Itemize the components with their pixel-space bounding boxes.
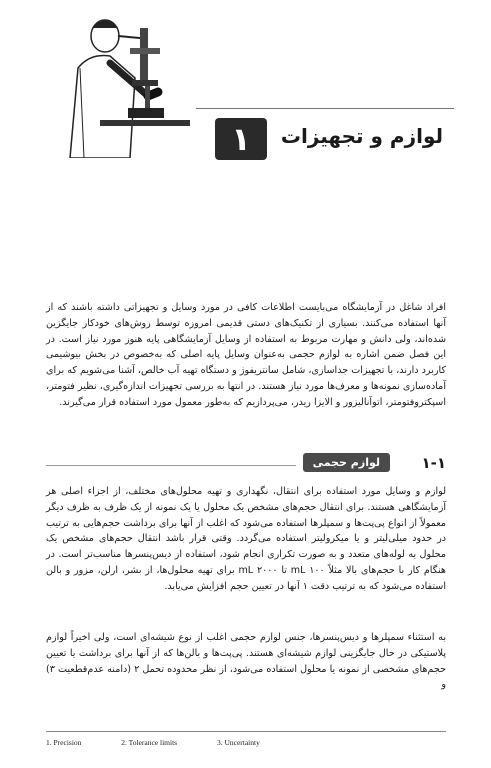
section-number: ۱-۱	[421, 454, 446, 472]
footnotes	[46, 738, 446, 747]
chapter-number: ۱	[215, 118, 267, 160]
section-paragraph-2: به استثناء سمپلرها و دیس‌پنسرها، جنس لوازم حجمی اغلب از نوع شیشه‌ای است، ولی اخیراً لوازم پلاستیکی در حال جایگزینی لوازم شیشه‌ای هستند. پی‌پت‌ها و بالن‌ها که از آنها برای برداشت یا تعیین حجم‌های مشخصی از نمونه یا محلول استفاده می‌شود، از نظر محدوده تحمل ۲ (دامنه عدم‌قطعیت ۳) و	[46, 632, 446, 691]
lab-technician-microscope-illustration	[40, 8, 190, 158]
section-title: لوازم حجمی	[303, 453, 390, 472]
header-rule	[196, 108, 454, 109]
section-paragraph-1: لوازم و وسایل مورد استفاده برای انتقال، نگهداری و تهیه محلول‌های مختلف، از اجزاء اصلی هر آزمایشگاهی هستند. برای انتقال حجم‌های مشخص یک محلول یا یک نمونه از یک ظرف به ظرف دیگر معمولاً از انواع پی‌پت‌ها و سمپلرها استفاده می‌شود که اغلب از آنها برای برداشت حجم‌هایی به ترتیب در حدود میلی‌لیتر و یا میکرولیتر استفاده می‌گردد. وقتی قرار باشد انتقال حجم‌های مشخص یک محلول به لوله‌های متعدد و به صورت تکراری انجام شود، استفاده از دیس‌پنسرها مناسب‌تر است. در هنگام کار با حجم‌های بالا مثلاً ۱۰۰ mL تا ۲۰۰۰ mL برای تهیه محلول‌ها، از بشر، ارلن، مزور و بالن استفاده می‌شود که به ترتیب دقت ۱ آنها در تعیین حجم افزایش می‌یابد.	[46, 486, 446, 592]
footnote-3: 3. Uncertainty	[216, 738, 260, 747]
chapter-title: لوازم و تجهیزات	[280, 124, 443, 148]
footnote-2: 2. Tolerance limits	[121, 738, 178, 747]
section-rule	[46, 465, 296, 466]
section-heading	[46, 452, 446, 476]
footnote-rule	[46, 731, 446, 732]
chapter-header	[0, 0, 491, 205]
intro-paragraph: افراد شاغل در آزمایشگاه می‌بایست اطلاعات کافی در مورد وسایل و تجهیزاتی داشته باشند که از آنها استفاده می‌کنند. بسیاری از تکنیک‌های دستی قدیمی امروزه توسط روش‌های خودکار جایگزین شده‌اند، ولی دانش و مهارت مربوط به استفاده از وسایل آزمایشگاهی پایه هنوز مورد نیاز است. در این فصل ضمن اشاره به لوازم حجمی به‌عنوان وسایل پایه اصلی که به‌خصوص در بخش بیوشیمی کاربرد دارند، با تجهیزات جداسازی، شامل سانتریفوژ و دستگاه تهیه آب خالص، آشنا می‌شویم که برای آماده‌سازی نمونه‌ها و معرف‌ها مورد نیاز هستند. در انتها به بررسی تجهیزات اندازه‌گیری، نظیر فتومتر، اسپکتروفتومتر، اتوآنالیزور و الایزا ریدر، می‌پردازیم که به‌طور معمول مورد استفاده قرار می‌گیرند.	[46, 302, 446, 408]
footnote-1: 1. Precision	[46, 738, 82, 747]
